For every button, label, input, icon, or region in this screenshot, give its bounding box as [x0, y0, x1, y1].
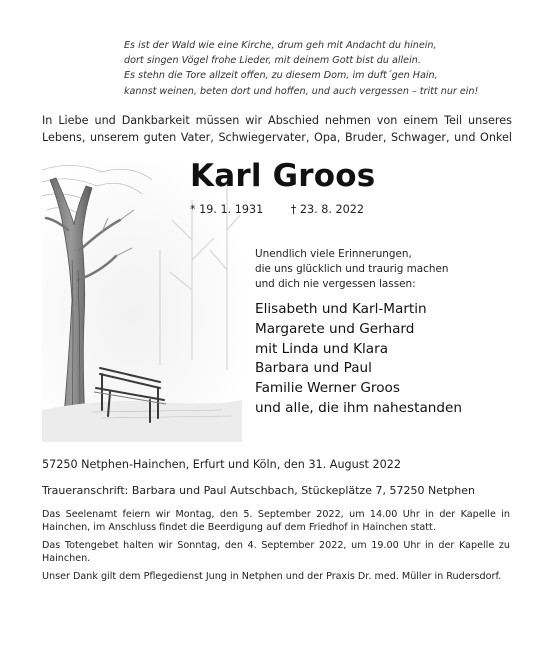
- poem: [124, 38, 534, 99]
- memories-line: Unendlich viele Erinnerungen,: [255, 248, 412, 260]
- poem-line: Es stehn die Tore allzeit offen, zu diesem Dom, im duft´gen Hain,: [124, 70, 438, 82]
- life-dates: [190, 203, 364, 216]
- intro-text: [42, 113, 512, 146]
- mourner-entry: Elisabeth und Karl-Martin: [255, 301, 427, 317]
- notice-date: den 31. August 2022: [283, 458, 401, 471]
- poem-line: Es ist der Wald wie eine Kirche, drum geh mit Andacht du hinein,: [124, 40, 437, 51]
- poem-line: kannst weinen, beten dort und hoffen, und auch vergessen – tritt nur ein!: [124, 85, 479, 97]
- locations: Netphen-Hainchen, Erfurt und Köln,: [81, 458, 281, 471]
- deceased-name: Karl Groos: [190, 158, 376, 194]
- place-date-line: [42, 458, 401, 471]
- poem-line: dort singen Vögel frohe Lieder, mit deinem Gott bist du allein.: [124, 55, 421, 67]
- zip-code: 57250: [42, 458, 78, 471]
- thanks-note: Unser Dank gilt dem Pflegedienst Jung in Netphen und der Praxis Dr. med. Müller in Rudersdorf.: [42, 570, 502, 582]
- prayer-note: Das Totengebet halten wir Sonntag, den 4. September 2022, um 19.00 Uhr in der Kapelle zu Hainchen.: [42, 539, 510, 565]
- mourner-entry: Margarete und Gerhard: [255, 320, 415, 337]
- birth-date: * 19. 1. 1931: [190, 203, 264, 216]
- intro-line: In Liebe und Dankbarkeit müssen wir Abschied nehmen von einem Teil unseres: [42, 114, 512, 127]
- death-date: † 23. 8. 2022: [290, 203, 364, 216]
- memories-text: [255, 247, 448, 293]
- mourning-address: Traueranschrift: Barbara und Paul Autschbach, Stückeplätze 7, 57250 Netphen: [42, 484, 475, 497]
- service-notes: [42, 508, 510, 587]
- intro-line: Lebens, unserem guten Vater, Schwiegervater, Opa, Bruder, Schwager, und Onkel: [42, 130, 512, 144]
- memories-line: die uns glücklich und traurig machen: [255, 263, 449, 276]
- mourner-entry: Barbara und Paul: [255, 360, 372, 377]
- memories-line: und dich nie vergessen lassen:: [255, 278, 416, 291]
- mourner-entry: Familie Werner Groos: [255, 380, 400, 397]
- mourner-entry: und alle, die ihm nahestanden: [255, 399, 463, 416]
- mourner-entry: mit Linda und Klara: [255, 340, 389, 357]
- mourners-list: [255, 300, 462, 419]
- requiem-note: Das Seelenamt feiern wir Montag, den 5. September 2022, um 14.00 Uhr in der Kapelle in Hainchen, im Anschluss findet die Beerdigung auf dem Friedhof in Hainchen statt.: [42, 509, 510, 534]
